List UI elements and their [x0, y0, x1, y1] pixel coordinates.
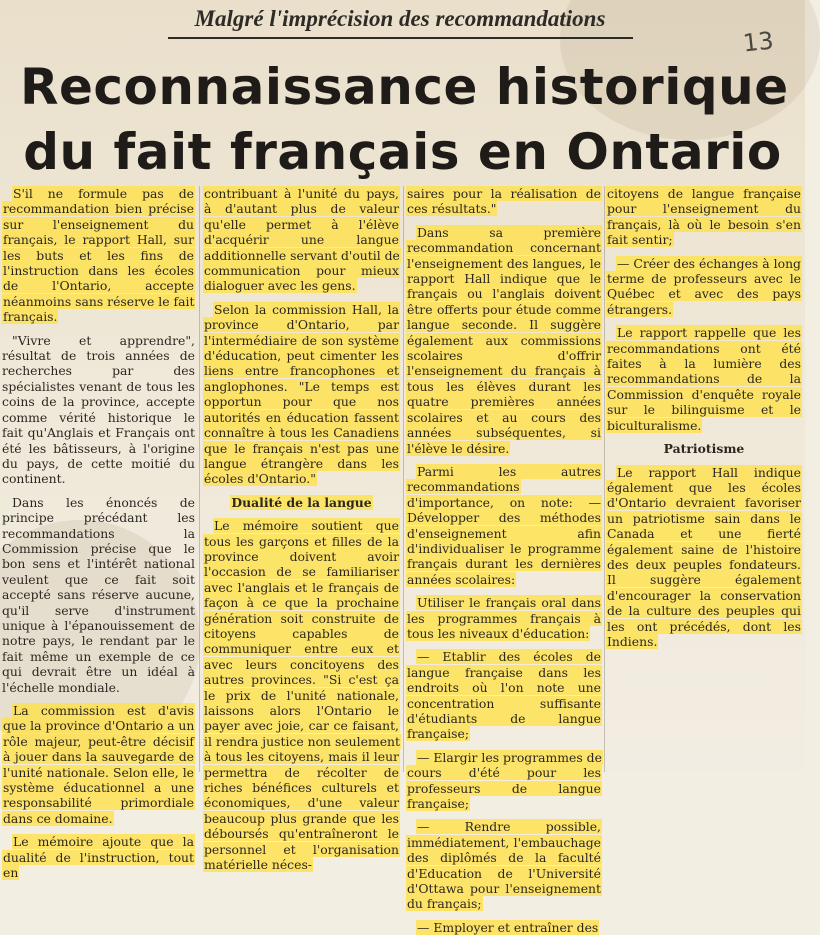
highlighted-text: contribuant à l'unité du pays, à d'autant plus de valeur qu'elle permet à l'élève d'acquérir une langue additionnelle servant d'outil de communication pour mieux dialoguer avec les gens. [204, 186, 400, 294]
paragraph [406, 595, 602, 641]
headline-line-2: du fait français en Ontario [23, 123, 782, 181]
paragraph [2, 186, 195, 325]
highlighted-text: Parmi les autres recommandations d'importance, on note: — Développer des méthodes d'enseignement afin d'individualiser le programme français durant les dernières années scolaires: [407, 463, 601, 587]
paragraph [406, 464, 602, 587]
highlighted-text: saires pour la réalisation de ces résultats." [407, 186, 601, 217]
paragraph [406, 819, 602, 911]
column-divider [199, 186, 200, 772]
kicker-headline: Malgré l'imprécision des recommandations [194, 6, 606, 31]
paragraph [2, 834, 195, 880]
highlighted-text: — Employer et entraîner des [417, 919, 599, 935]
highlighted-text: citoyens de langue française pour l'enseignement du français, là où le besoin s'en fait sentir; [607, 186, 801, 248]
section-subheading: Patriotisme [663, 441, 745, 457]
highlighted-text: Selon la commission Hall, la province d'Ontario, par l'intermédiaire de son système d'éducation, peut cimenter les liens entre francophones et anglophones. "Le temps est opportun pour que nos autorités en éducation fassent connaître à tous les Canadiens que le français n'est pas une langue étrangère dans les écoles d'Ontario." [204, 301, 399, 487]
highlighted-text: — Elargir les programmes de cours d'été pour les professeurs de langue française; [407, 749, 602, 812]
highlighted-text: La commission est d'avis que la province d'Ontario a un rôle majeur, peut-être décisif à jouer dans la sauvegarde de l'unité nationale. Selon elle, le système éducationnel a une responsabilité primordiale dans ce domaine. [3, 703, 195, 826]
paragraph [406, 186, 602, 217]
highlighted-text: Le mémoire soutient que tous les garçons et filles de la province doivent avoir l'occasion de se familiariser avec l'anglais et le français de façon à ce que la prochaine génération soit construite de citoyens capables de communiquer entre eux et avec leurs concitoyens des autres provinces. "Si c'est ça le prix de l'unité nationale, laissons alors l'Ontario le payer avec joie, car ce faisant, il rendra justice non seulement à tous les citoyens, mais il leur permettra de récolter de riches bénéfices culturels et économiques, d'une valeur beaucoup plus grande que les déboursés qu'entraîneront le personnel et l'organisation matérielle néces- [204, 518, 400, 873]
handwritten-page-number: 13 [741, 26, 775, 58]
highlighted-text: — Créer des échanges à long terme de professeurs avec le Québec et avec des pays étrangers. [607, 255, 801, 317]
highlighted-text: — Rendre possible, immédiatement, l'embauchage des diplômés de la faculté d'Education de l'Université d'Ottawa pour l'enseignement du français; [407, 819, 601, 912]
highlighted-text: Le rapport rappelle que les recommandations ont été faites à la lumière des recommandations de la Commission d'enquête royale sur le bilinguisme et le biculturalisme. [607, 325, 801, 433]
kicker-underline [168, 37, 633, 39]
paragraph [406, 225, 602, 456]
paragraph: "Vivre et apprendre", résultat de trois années de recherches par des spécialistes venant de tous les coins de la province, accepte comme vérité historique le fait qu'Anglais et Français ont été les bâtisseurs, à l'origine du pays, de cette moitié du continent. [2, 332, 195, 487]
paragraph [2, 703, 195, 826]
article-column-3 [406, 186, 602, 935]
highlighted-text: Le mémoire ajoute que la dualité de l'instruction, tout en [3, 834, 194, 881]
highlighted-text: Utiliser le français oral dans les programmes français à tous les niveaux d'éducation: [407, 595, 601, 641]
section-subheading: Dualité de la langue [231, 494, 372, 510]
paragraph [606, 465, 802, 650]
paragraph [606, 256, 802, 318]
paragraph [203, 302, 400, 487]
paragraph [606, 325, 802, 433]
paragraph [203, 186, 400, 294]
paragraph [406, 649, 602, 741]
paragraph [606, 186, 802, 248]
headline-line-1: Reconnaissance historique [20, 58, 789, 116]
column-divider [604, 186, 605, 772]
article-column-4 [606, 186, 802, 649]
article-column-1 [2, 186, 195, 881]
highlighted-text: S'il ne formule pas de recommandation bien précise sur l'enseignement du français, le rapport Hall, sur les buts et les fins de l'instruction dans les écoles de l'Ontario, accepte néanmoins sans réserve le fait français. [3, 186, 195, 325]
column-divider [403, 186, 404, 772]
paragraph [406, 750, 602, 812]
highlighted-text: Dans sa première recommandation concernant l'enseignement des langues, le rapport Hall indique que le français ou l'anglais doivent être offerts pour étude comme langue seconde. Il suggère également aux commissions scolaires d'offrir l'enseignement du français à tous les élèves durant les quatre premières années scolaires et au cours des années subséquentes, si l'élève le désire. [407, 224, 601, 456]
paragraph [406, 920, 602, 935]
paragraph: Dans les énoncés de principe précédant les recommandations la Commission précise que le bon sens et l'intérêt national veulent que ce fait soit accepté sans réserve aucune, qu'il serve d'instrument unique à l'épanouissement de notre pays, le rendant par le fait même un exemple de ce qui devrait être un idéal à l'échelle mondiale. [2, 494, 195, 695]
paragraph [203, 518, 400, 872]
highlighted-text: Le rapport Hall indique également que les écoles d'Ontario devraient favoriser un patriotisme sain dans le Canada et une fierté également saine de l'histoire des deux peuples fondateurs. Il suggère également d'encourager la conservation de la culture des peuples qui les ont précédés, dont les Indiens. [607, 464, 801, 649]
article-column-2 [203, 186, 400, 873]
highlighted-text: — Etablir des écoles de langue française dans les endroits où l'on note une concentration suffisante d'étudiants de langue française; [407, 649, 601, 742]
